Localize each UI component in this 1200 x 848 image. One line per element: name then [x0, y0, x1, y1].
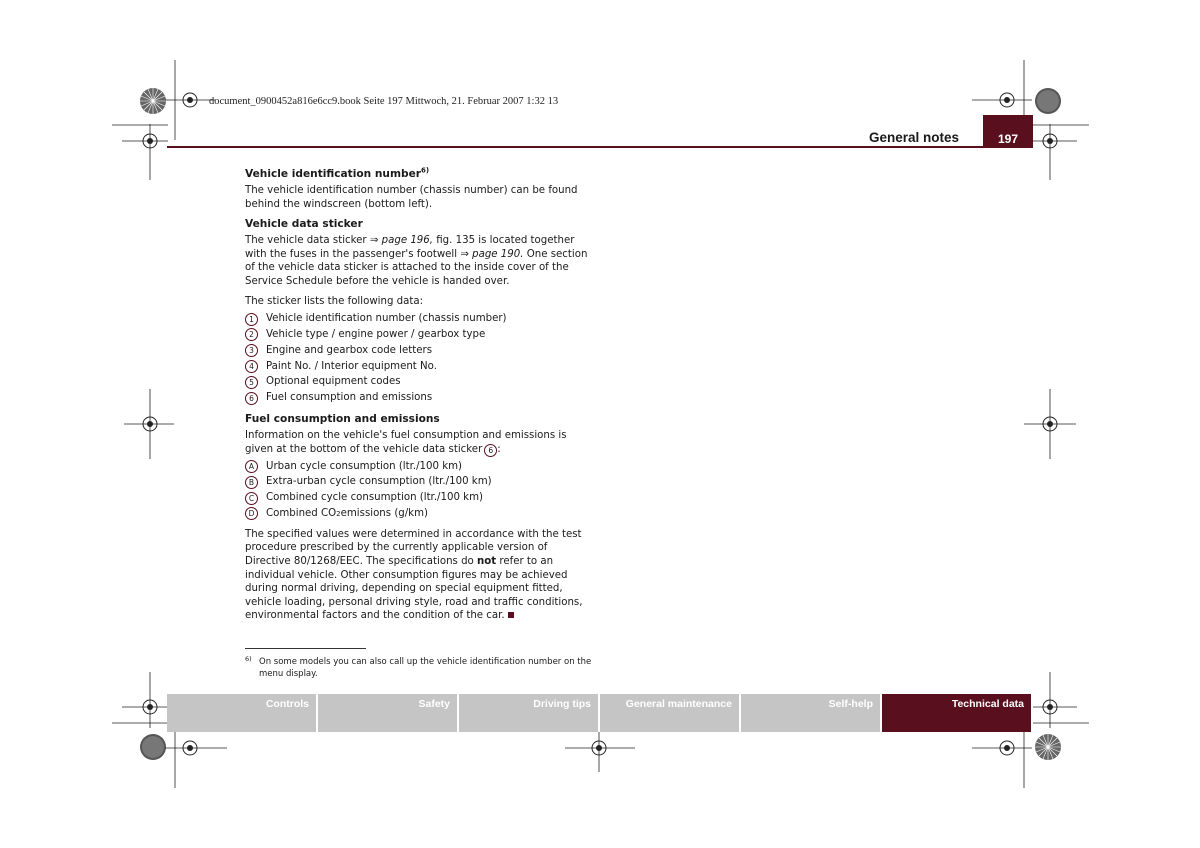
- footnote-mark: 6): [245, 655, 252, 663]
- arrow-icon: ⇒: [460, 248, 469, 260]
- letter-marker: A: [245, 460, 258, 473]
- number-marker: 5: [245, 376, 258, 389]
- end-of-section-icon: [508, 612, 514, 618]
- footnote-text: On some models you can also call up the vehicle identification number on the menu display.: [259, 657, 592, 679]
- tab-safety[interactable]: Safety: [318, 694, 457, 732]
- chapter-tab-bar: [167, 694, 1031, 732]
- fuel-heading: Fuel consumption and emissions: [245, 412, 440, 425]
- letter-marker: D: [245, 507, 258, 520]
- crosshair-mark-icon: [972, 732, 1032, 788]
- xref-page-196[interactable]: page 196,: [378, 235, 434, 247]
- registration-mark-icon: [138, 86, 168, 116]
- fuel-data-list: [245, 459, 595, 522]
- number-marker: 6: [484, 444, 497, 457]
- tab-self-help[interactable]: Self-help: [741, 694, 880, 732]
- vin-paragraph: The vehicle identification number (chassis number) can be found behind the windscreen (bottom left).: [245, 185, 578, 210]
- registration-mark-icon: [138, 732, 168, 762]
- crosshair-mark-icon: [1024, 389, 1076, 459]
- number-marker: 2: [245, 328, 258, 341]
- crosshair-mark-icon: [1033, 672, 1089, 728]
- registration-mark-icon: [1033, 732, 1063, 762]
- page-number: 197: [997, 132, 1019, 146]
- fuel-closing-paragraph: The specified values were determined in accordance with the test procedure prescribed by the currently applicable version of Directive 80/1268/EEC. The specifications do not refer to an individual vehicle. Other consumption figures may be achieved during normal driving, depending on special equipment fitted, vehicle loading, personal driving style, road and traffic conditions, environmental factors and the condition of the car.: [245, 528, 583, 622]
- crosshair-mark-icon: [565, 732, 635, 772]
- list-item: C Combined cycle consumption (ltr./100 km): [245, 490, 595, 506]
- vin-heading: Vehicle identification number$^{6)}$: [245, 166, 430, 180]
- number-marker: 4: [245, 360, 258, 373]
- sticker-paragraph: The vehicle data sticker ⇒ page 196, fig. 135 is located together with the fuses in the passenger's footwell ⇒ page 190. One section of the vehicle data sticker is attached to the inside cover of the Service Schedule before the vehicle is handed over.: [245, 235, 588, 287]
- crosshair-mark-icon: [112, 672, 168, 728]
- list-item: B Extra-urban cycle consumption (ltr./100 km): [245, 474, 595, 490]
- section-title: General notes: [868, 130, 959, 145]
- registration-mark-icon: [1033, 86, 1063, 116]
- tab-technical-data[interactable]: Technical data: [882, 694, 1031, 732]
- letter-marker: B: [245, 476, 258, 489]
- list-item: 6 Fuel consumption and emissions: [245, 390, 595, 406]
- sticker-data-list: [245, 311, 595, 406]
- crosshair-mark-icon: [124, 389, 174, 459]
- crosshair-mark-icon: [112, 124, 168, 180]
- xref-page-190[interactable]: page 190.: [468, 248, 524, 260]
- arrow-icon: ⇒: [369, 235, 379, 247]
- page-number-box: [983, 115, 1033, 148]
- number-marker: 1: [245, 313, 258, 326]
- sticker-list-intro: The sticker lists the following data:: [245, 295, 424, 307]
- list-item: 2 Vehicle type / engine power / gearbox type: [245, 327, 595, 343]
- number-marker: 6: [245, 392, 258, 405]
- list-item: 1 Vehicle identification number (chassis number): [245, 311, 595, 327]
- list-item: 4 Paint No. / Interior equipment No.: [245, 359, 595, 375]
- tab-driving-tips[interactable]: Driving tips: [459, 694, 598, 732]
- crosshair-mark-icon: [165, 60, 215, 140]
- number-marker: 3: [245, 344, 258, 357]
- sticker-heading: Vehicle data sticker: [245, 218, 363, 231]
- list-item: 5 Optional equipment codes: [245, 374, 595, 390]
- tab-controls[interactable]: Controls: [167, 694, 316, 732]
- list-item: D Combined CO 2 emissions (g/km): [245, 506, 595, 522]
- list-item: A Urban cycle consumption (ltr./100 km): [245, 459, 595, 475]
- tab-general-maintenance[interactable]: General maintenance: [600, 694, 739, 732]
- main-content: [245, 167, 595, 629]
- footnote: [245, 657, 595, 680]
- footnote-rule: [245, 648, 366, 649]
- letter-marker: C: [245, 492, 258, 505]
- crosshair-mark-icon: [165, 732, 227, 788]
- heading-rule: [167, 146, 1033, 148]
- fuel-intro: Information on the vehicle's fuel consumption and emissions is given at the bottom of the vehicle data sticker 6 :: [245, 429, 567, 455]
- print-header: document_0900452a816e6cc9.book Seite 197 Mittwoch, 21. Februar 2007 1:32 13: [209, 96, 559, 107]
- list-item: 3 Engine and gearbox code letters: [245, 343, 595, 359]
- crosshair-mark-icon: [1033, 124, 1089, 180]
- footnote-ref[interactable]: 6): [421, 166, 430, 175]
